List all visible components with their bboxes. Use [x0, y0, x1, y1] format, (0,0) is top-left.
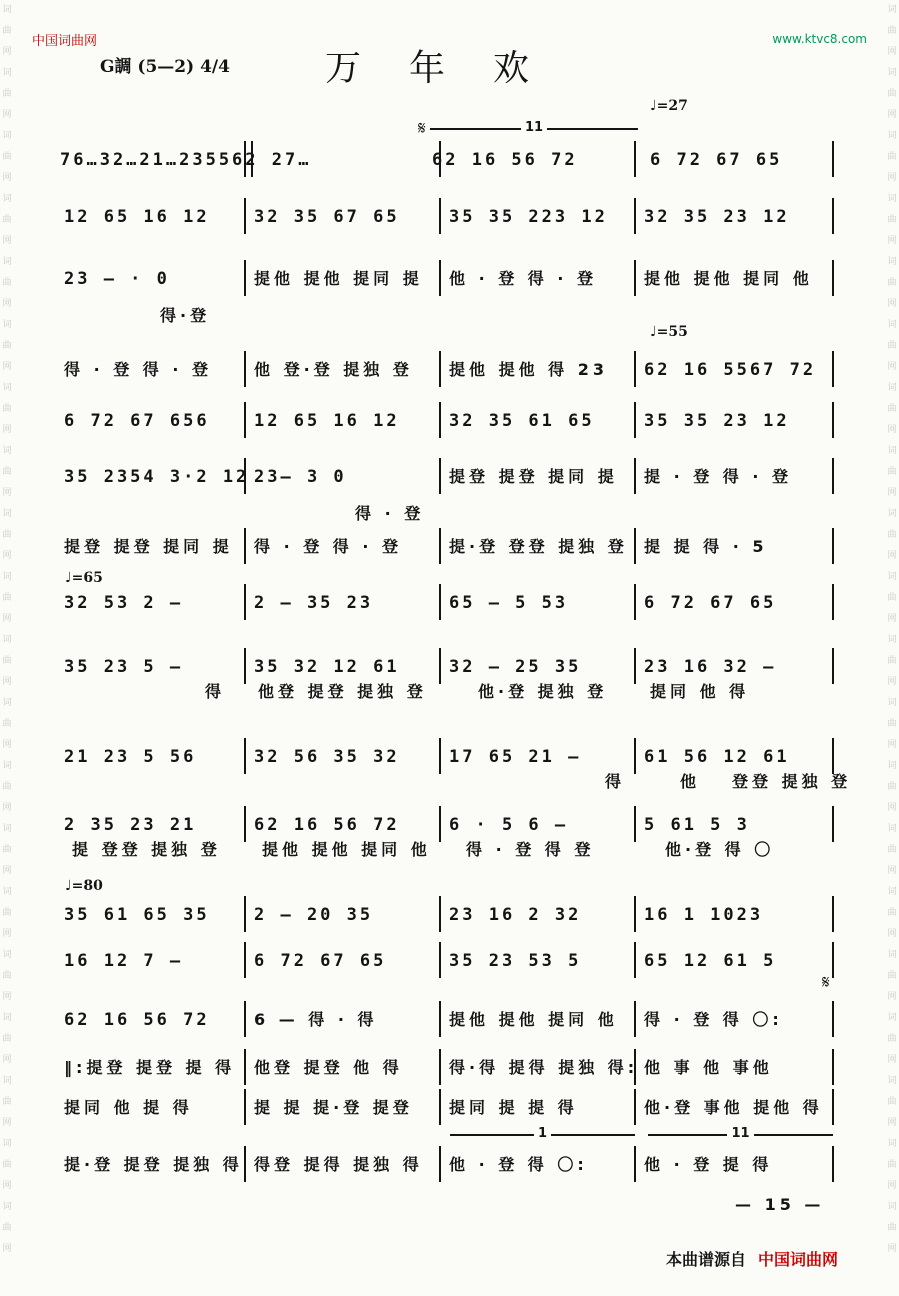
measure: 提 提 提·登 提登 — [254, 1098, 413, 1117]
measure: 6 — 得 · 得 — [254, 1010, 378, 1029]
score-line — [0, 652, 899, 701]
footer-source — [666, 1247, 838, 1270]
measure: ‖:提登 提登 提 得 — [64, 1058, 236, 1077]
measure: 他 · 登 提 得 — [644, 1155, 773, 1174]
segno-icon: 𝄋 — [822, 972, 830, 993]
score-line — [0, 202, 899, 232]
segno-icon: 𝄋 — [418, 118, 426, 139]
bar-line — [439, 198, 441, 234]
measure: 6 72 67 65 — [644, 593, 777, 613]
bar-line — [832, 141, 834, 177]
score-line — [0, 588, 899, 618]
bar-line — [634, 648, 636, 684]
lyric-text: 得 · 登 — [355, 504, 425, 523]
measure: 提他 提他 提同 他 — [644, 269, 813, 288]
measure: 得登 提得 提独 得 — [254, 1155, 423, 1174]
bar-line — [439, 942, 441, 978]
measure: 35 2354 3·2 12 — [64, 467, 250, 487]
measure: 32 — 25 35 — [449, 657, 582, 677]
measure: 6 72 67 656 — [64, 411, 210, 431]
tempo-marking: ♩=80 — [65, 878, 103, 894]
measure: 32 35 61 65 — [449, 411, 595, 431]
measure: 62 16 5567 72 — [644, 360, 817, 380]
bar-line — [439, 896, 441, 932]
measure: 提 · 登 得 · 登 — [644, 467, 793, 486]
measure: 他登 提登 他 得 — [254, 1058, 403, 1077]
measure: 2 35 23 21 — [64, 815, 197, 835]
bar-line — [634, 141, 636, 177]
bar-line — [244, 351, 246, 387]
score-line — [0, 1005, 899, 1035]
bar-line — [832, 1089, 834, 1125]
bar-line — [832, 584, 834, 620]
measure: 61 56 12 61 — [644, 747, 790, 767]
bar-line — [832, 528, 834, 564]
measure: 62 16 56 72 — [254, 815, 400, 835]
measure: 2 — 35 23 — [254, 593, 374, 613]
score-line — [0, 264, 899, 325]
lyric-text: 提同 他 得 — [650, 682, 750, 701]
tempo-marking: ♩=27 — [650, 98, 688, 114]
measure: 62 16 56 72 — [432, 150, 578, 170]
measure: 23— 3 0 — [254, 467, 347, 487]
score-line — [0, 462, 899, 523]
bar-line — [244, 1089, 246, 1125]
volta-bracket: 11 — [430, 128, 638, 142]
tempo-marking: ♩=55 — [650, 324, 688, 340]
bar-line — [634, 528, 636, 564]
measure: 62 16 56 72 — [64, 1010, 210, 1030]
bar-line — [244, 1001, 246, 1037]
bar-line — [634, 198, 636, 234]
score-line — [0, 1053, 899, 1083]
measure: 35 32 12 61 — [254, 657, 400, 677]
lyric-text: 得 · 登 得 登 — [466, 840, 595, 859]
measure: 5 61 5 3 — [644, 815, 750, 835]
bar-line — [832, 351, 834, 387]
bar-line — [832, 402, 834, 438]
measure: 提同 提 提 得 — [449, 1098, 578, 1117]
volta-bracket: 11 — [648, 1134, 833, 1148]
measure: 21 23 5 56 — [64, 747, 197, 767]
bar-line — [832, 1146, 834, 1182]
bar-line — [244, 260, 246, 296]
watermark-site-url: www.ktvc8.com — [772, 32, 867, 46]
bar-line — [634, 1001, 636, 1037]
bar-line — [634, 806, 636, 842]
bar-line — [832, 1001, 834, 1037]
measure: 提同 他 提 得 — [64, 1098, 193, 1117]
measure: 65 — 5 53 — [449, 593, 569, 613]
bar-line — [832, 806, 834, 842]
score-line — [0, 810, 899, 859]
side-watermark-left: 词 曲 网 词 曲 网 词 曲 网 词 曲 网 词 曲 网 词 曲 网 词 曲 网 词 曲 网 词 曲 网 词 曲 网 词 曲 网 词 曲 网 词 曲 网 词 曲 网 词 曲 网 词 曲 网 词 曲 网 词 曲 网 词 曲 网 词 曲 网 — [2, 5, 12, 1254]
measure: 23 — · 0 — [64, 269, 170, 289]
bar-line — [832, 896, 834, 932]
bar-line — [832, 942, 834, 978]
bar-line — [832, 260, 834, 296]
bar-line — [244, 1146, 246, 1182]
lyric-text: 他 — [680, 772, 701, 791]
bar-line — [244, 1049, 246, 1085]
bar-line — [244, 528, 246, 564]
score-line — [0, 1150, 899, 1180]
lyric-text: 他登 提登 提独 登 — [258, 682, 427, 701]
watermark-site-name: 中国词曲网 — [32, 34, 98, 49]
lyric-text: 得·登 — [160, 306, 211, 325]
measure: 得·得 提得 提独 得: — [449, 1058, 639, 1077]
bar-line — [634, 260, 636, 296]
bar-line — [439, 584, 441, 620]
measure: 提他 提他 提同 他 — [449, 1010, 618, 1029]
bar-line — [439, 1049, 441, 1085]
score-line — [0, 532, 899, 562]
bar-line — [634, 738, 636, 774]
measure: 35 61 65 35 — [64, 905, 210, 925]
bar-line — [439, 260, 441, 296]
bar-line — [634, 942, 636, 978]
bar-line — [634, 1089, 636, 1125]
bar-line — [439, 648, 441, 684]
measure: 他 · 登 得 〇: — [449, 1155, 588, 1174]
lyric-text: 得 — [605, 772, 626, 791]
measure: 35 35 23 12 — [644, 411, 790, 431]
bar-line — [439, 1001, 441, 1037]
measure: 32 35 67 65 — [254, 207, 400, 227]
lyric-text: 提他 提他 提同 他 — [262, 840, 431, 859]
bar-line — [439, 806, 441, 842]
score-line — [0, 900, 899, 930]
page-title: 万年欢 — [325, 48, 578, 89]
page-number: — 15 — — [735, 1195, 825, 1214]
measure: 65 12 61 5 — [644, 951, 777, 971]
score-line — [0, 946, 899, 976]
measure: 他·登 事他 提他 得 — [644, 1098, 823, 1117]
bar-line — [832, 738, 834, 774]
bar-line — [634, 351, 636, 387]
bar-line — [634, 584, 636, 620]
lyric-text: 他·登 得 〇 — [665, 840, 775, 859]
measure: 提他 提他 提同 提 — [254, 269, 423, 288]
measure: 12 65 16 12 — [254, 411, 400, 431]
bar-line — [244, 198, 246, 234]
measure: 32 35 23 12 — [644, 207, 790, 227]
measure: 得 · 登 得 · 登 — [254, 537, 403, 556]
lyric-text: 他·登 提独 登 — [478, 682, 608, 701]
bar-line — [439, 528, 441, 564]
bar-line — [832, 458, 834, 494]
measure: 35 23 5 — — [64, 657, 184, 677]
bar-line — [439, 351, 441, 387]
footer-brand: 中国词曲网 — [758, 1250, 839, 1269]
side-watermark-right: 词 曲 网 词 曲 网 词 曲 网 词 曲 网 词 曲 网 词 曲 网 词 曲 网 词 曲 网 词 曲 网 词 曲 网 词 曲 网 词 曲 网 词 曲 网 词 曲 网 词 曲 网 词 曲 网 词 曲 网 词 曲 网 词 曲 网 词 曲 网 — [887, 5, 897, 1254]
measure: 提他 提他 得 23 — [449, 360, 608, 379]
measure: 他 · 登 得 · 登 — [449, 269, 598, 288]
bar-line — [439, 1146, 441, 1182]
bar-line — [244, 584, 246, 620]
measure: 提 提 得 · 5 — [644, 537, 768, 556]
footer-label: 本曲谱源自 — [666, 1250, 747, 1269]
measure: 2 — 20 35 — [254, 905, 374, 925]
measure: 他 登·登 提独 登 — [254, 360, 413, 379]
bar-line — [244, 806, 246, 842]
bar-line — [244, 896, 246, 932]
measure: 得 · 登 得 · 登 — [64, 360, 213, 379]
measure: 提·登 提登 提独 得 — [64, 1155, 243, 1174]
bar-line — [244, 738, 246, 774]
measure: 32 56 35 32 — [254, 747, 400, 767]
lyric-text: 提 登登 提独 登 — [72, 840, 221, 859]
measure: 他 事 他 事他 — [644, 1058, 773, 1077]
bar-line — [832, 648, 834, 684]
bar-line — [439, 458, 441, 494]
measure: 32 53 2 — — [64, 593, 184, 613]
bar-line — [634, 402, 636, 438]
bar-line — [439, 738, 441, 774]
measure: 提登 提登 提同 提 — [449, 467, 618, 486]
measure: 23 16 2 32 — [449, 905, 582, 925]
measure: 35 35 223 12 — [449, 207, 608, 227]
bar-line — [634, 1146, 636, 1182]
bar-line — [832, 1049, 834, 1085]
measure: 6 72 67 65 — [254, 951, 387, 971]
bar-line — [634, 458, 636, 494]
key-signature: G調 (5—2) 4/4 — [100, 57, 230, 77]
measure: 16 12 7 — — [64, 951, 184, 971]
measure: 76…32…21…235562 27… — [60, 150, 312, 170]
measure: 35 23 53 5 — [449, 951, 582, 971]
lyric-text: 得 — [205, 682, 226, 701]
bar-line — [439, 402, 441, 438]
volta-bracket: 1 — [450, 1134, 635, 1148]
measure: 6 · 5 6 — — [449, 815, 569, 835]
bar-line — [634, 896, 636, 932]
measure: 得 · 登 得 〇: — [644, 1010, 783, 1029]
tempo-marking: ♩=65 — [65, 570, 103, 586]
measure: 提登 提登 提同 提 — [64, 537, 233, 556]
bar-line — [244, 402, 246, 438]
lyric-text: 登登 提独 登 — [732, 772, 852, 791]
measure: 17 65 21 — — [449, 747, 582, 767]
bar-line — [244, 648, 246, 684]
score-line — [0, 406, 899, 436]
measure: 6 72 67 65 — [650, 150, 783, 170]
score-line — [0, 145, 899, 175]
measure: 12 65 16 12 — [64, 207, 210, 227]
bar-line — [832, 198, 834, 234]
score-line — [0, 355, 899, 385]
bar-line — [439, 1089, 441, 1125]
score-line — [0, 1093, 899, 1123]
measure: 提·登 登登 提独 登 — [449, 537, 628, 556]
bar-line — [244, 942, 246, 978]
measure: 16 1 1023 — [644, 905, 764, 925]
measure: 23 16 32 — — [644, 657, 777, 677]
score-line — [0, 742, 899, 791]
